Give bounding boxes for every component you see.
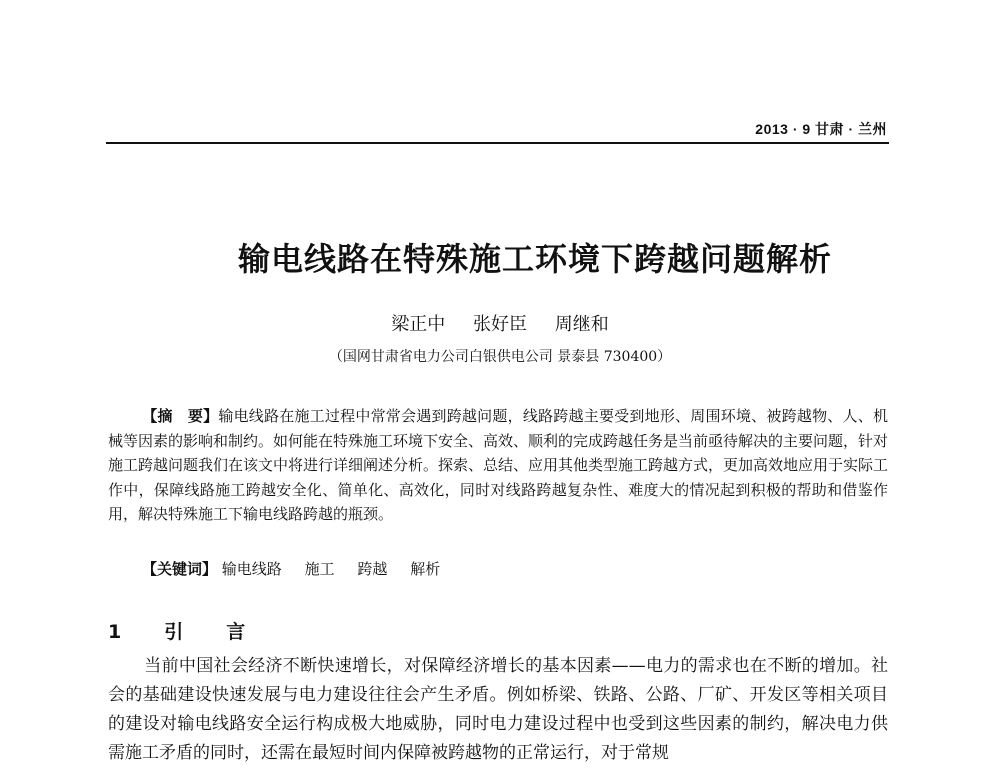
keyword: 输电线路 — [221, 560, 282, 578]
author-name: 张好臣 — [473, 314, 527, 335]
abstract — [108, 404, 888, 527]
running-header: 2013 · 9 甘肃 · 兰州 — [755, 121, 887, 137]
author-list — [0, 310, 1000, 336]
body-paragraph — [108, 652, 888, 768]
keywords — [142, 558, 458, 579]
affiliation: （国网甘肃省电力公司白银供电公司 景泰县 730400） — [328, 349, 672, 365]
paragraph-text: 当前中国社会经济不断快速增长，对保障经济增长的基本因素——电力的需求也在不断的增加。社会的基础建设快速发展与电力建设往往会产生矛盾。例如桥梁、铁路、公路、厂矿、开发区等相关项目的建设对输电线路安全运行构成极大地威胁，同时电力建设过程中也受到这些因素的制约，解决电力供需施工矛盾的同时，还需在最短时间内保障被跨越物的正常运行，对于常规 — [108, 656, 888, 763]
author-name: 梁正中 — [391, 314, 446, 335]
author-name: 周继和 — [554, 314, 609, 335]
keyword: 解析 — [410, 560, 441, 578]
section-heading: 1 引 言 — [108, 621, 258, 643]
keywords-label: 【关键词】 — [142, 560, 218, 578]
header-rule — [106, 142, 889, 144]
keyword: 施工 — [304, 560, 335, 578]
abstract-text: 输电线路在施工过程中常常会遇到跨越问题，线路跨越主要受到地形、周围环境、被跨越物、人、机械等因素的影响和制约。如何能在特殊施工环境下安全、高效、顺利的完成跨越任务是当前亟待解决的主要问题，针对施工跨越问题我们在该文中将进行详细阐述分析。探索、总结、应用其他类型施工跨越方式，更加高效地应用于实际工作中，保障线路施工跨越安全化、简单化、高效化，同时对线路跨越复杂性、难度大的情况起到积极的帮助和借鉴作用，解决特殊施工下输电线路跨越的瓶颈。 — [108, 407, 889, 523]
keyword: 跨越 — [357, 560, 388, 578]
paper-title: 输电线路在特殊施工环境下跨越问题解析 — [237, 240, 832, 278]
abstract-label: 【摘 要】 — [142, 407, 219, 425]
